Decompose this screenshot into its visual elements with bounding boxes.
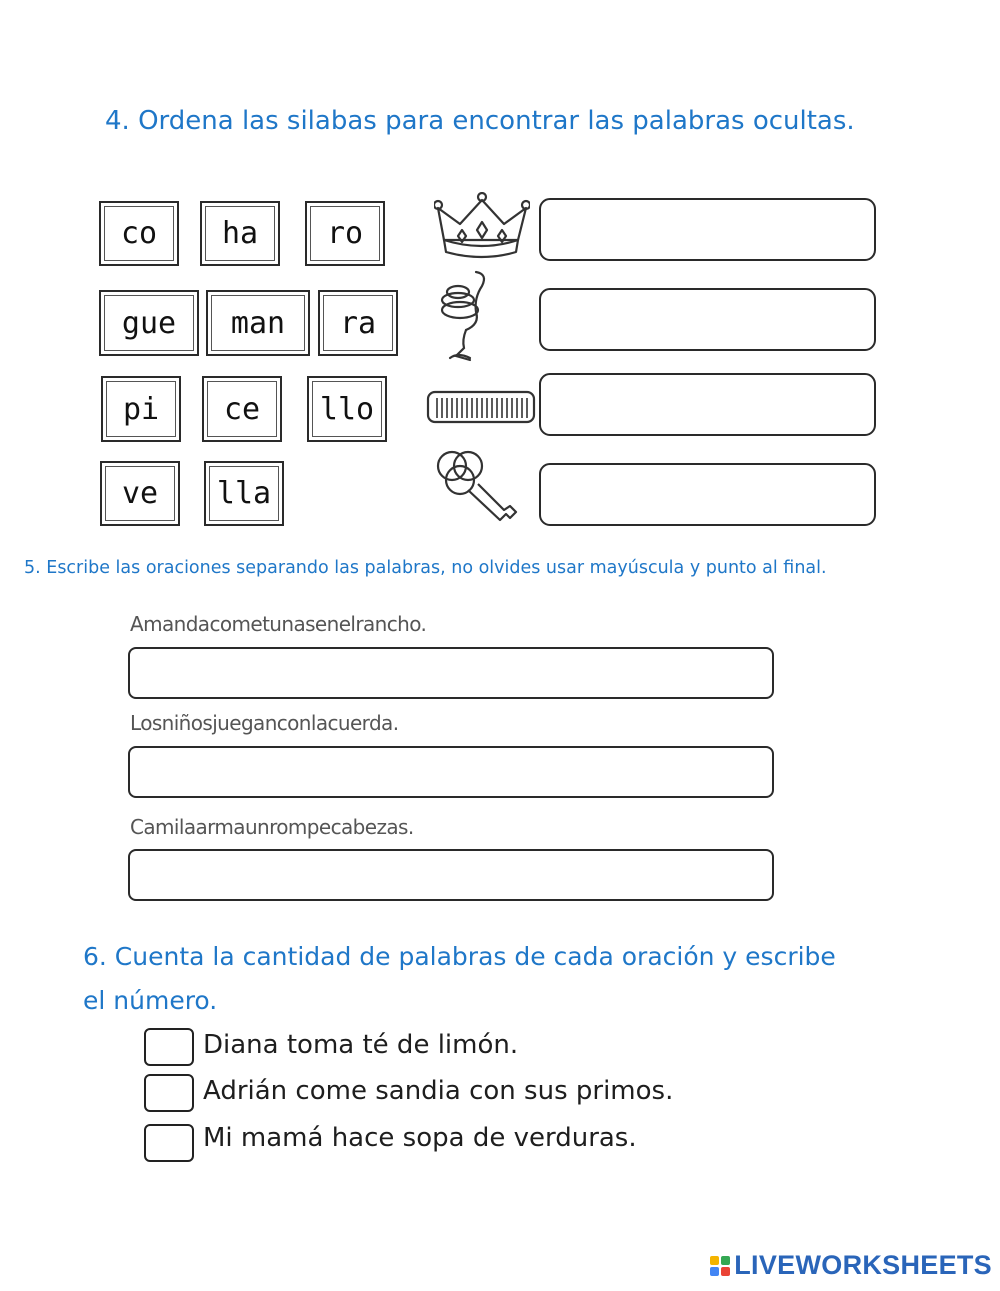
syllable-tile: ce [202,376,282,442]
logo-square [721,1256,730,1265]
logo-square [710,1256,719,1265]
hidden-word-answer-2[interactable] [539,288,876,351]
syllable-tile: man [206,290,310,356]
sentence-answer-1[interactable] [128,647,774,699]
hidden-word-answer-3[interactable] [539,373,876,436]
hose-icon [436,268,492,366]
syllable-tile: ve [100,461,180,526]
joined-sentence: Losniñosjueganconlacuerda. [130,711,399,735]
word-count-input-2[interactable] [144,1074,194,1112]
sentence-answer-2[interactable] [128,746,774,798]
brand-logo-icon [710,1256,730,1276]
syllable-tile: co [99,201,179,266]
section-4-title: 4. Ordena las silabas para encontrar las palabras ocultas. [105,106,855,136]
hidden-word-answer-4[interactable] [539,463,876,526]
count-sentence: Diana toma té de limón. [203,1030,519,1060]
comb-icon [425,386,537,426]
count-sentence: Adrián come sandia con sus primos. [203,1076,674,1106]
syllable-tile: ra [318,290,398,356]
sentence-answer-3[interactable] [128,849,774,901]
logo-square [710,1267,719,1276]
hidden-word-answer-1[interactable] [539,198,876,261]
count-sentence: Mi mamá hace sopa de verduras. [203,1123,637,1153]
syllable-tile: lla [204,461,284,526]
joined-sentence: Camilaarmaunrompecabezas. [130,815,414,839]
brand-name: LIVEWORKSHEETS [734,1250,992,1280]
word-count-input-3[interactable] [144,1124,194,1162]
joined-sentence: Amandacometunasenelrancho. [130,612,427,636]
section-5-title: 5. Escribe las oraciones separando las palabras, no olvides usar mayúscula y punto al final. [24,558,827,578]
liveworksheets-brand [710,1250,992,1281]
syllable-tile: llo [307,376,387,442]
syllable-tile: ha [200,201,280,266]
section-6-title: 6. Cuenta la cantidad de palabras de cada oración y escribe el número. [83,942,836,1015]
syllable-tile: ro [305,201,385,266]
key-icon [434,446,520,528]
word-count-input-1[interactable] [144,1028,194,1066]
crown-icon [434,192,530,260]
syllable-tile: pi [101,376,181,442]
logo-square [721,1267,730,1276]
syllable-tile: gue [99,290,199,356]
